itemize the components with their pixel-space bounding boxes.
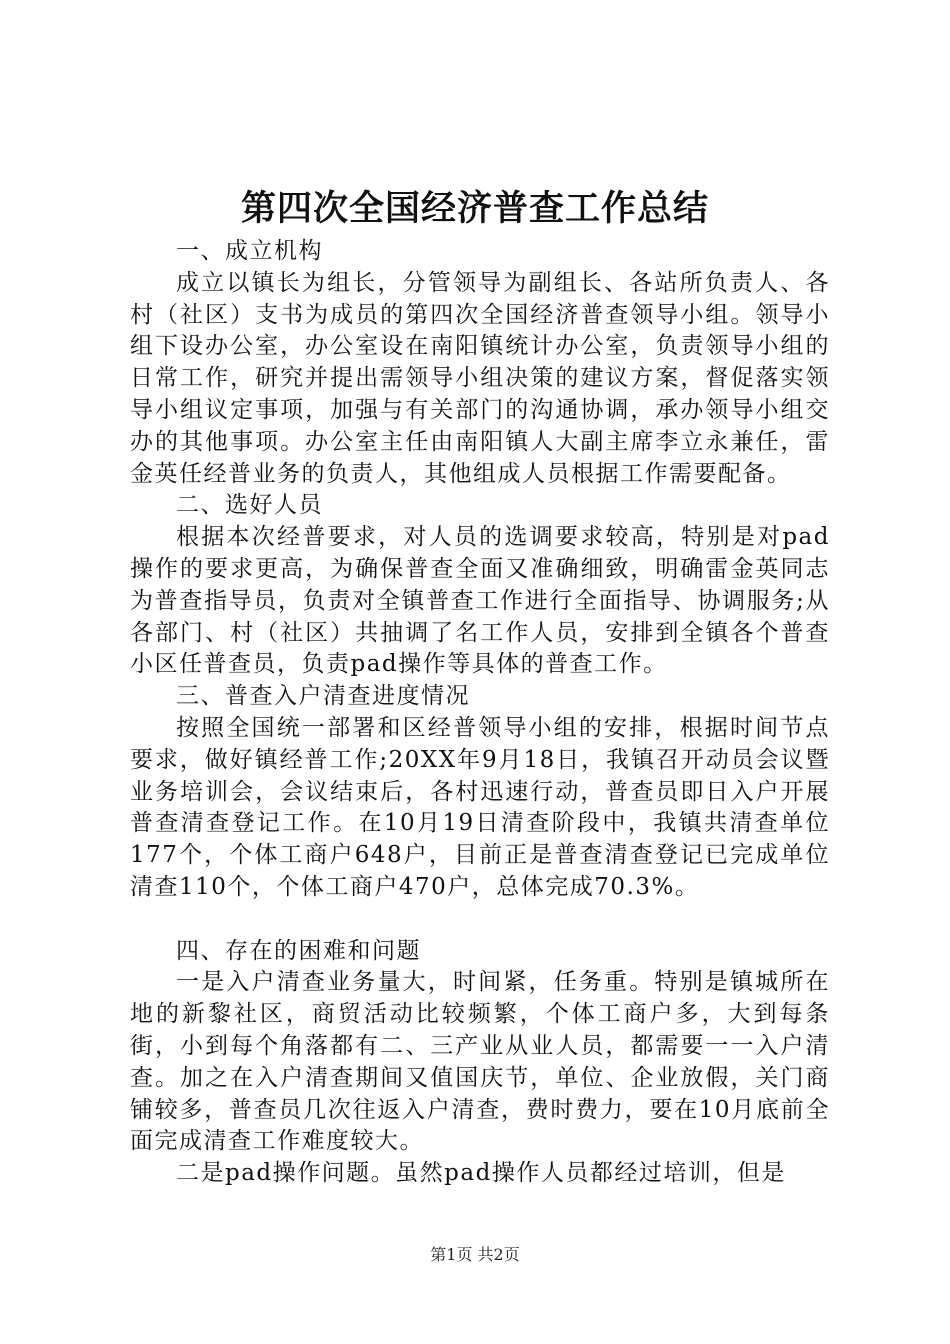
page-footer: 第1页 共2页 <box>430 1245 520 1264</box>
section-paragraph: 成立以镇长为组长，分管领导为副组长、各站所负责人、各村（社区）支书为成员的第四次全国经济普查领导小组。领导小组下设办公室，办公室设在南阳镇统计办公室，负责领导小组的日常工作，研究并提出需领导小组决策的建议方案，督促落实领导小组议定事项，加强与有关部门的沟通协调，承办领导小组交办的其他事项。办公室主任由南阳镇人大副主席李立永兼任，雷金英任经普业务的负责人，其他组成人员根据工作需要配备。 <box>130 269 830 487</box>
document-title: 第四次全国经济普查工作总结 <box>240 188 709 229</box>
section-paragraph: 根据本次经普要求，对人员的选调要求较高，特别是对pad操作的要求更高，为确保普查全面又准确细致，明确雷金英同志为普查指导员，负责对全镇普查工作进行全面指导、协调服务;从各部门、村（社区）共抽调了名工作人员，安排到全镇各个普查小区任普查员，负责pad操作等具体的普查工作。 <box>130 524 830 678</box>
section-difficulties-problems <box>130 936 830 1190</box>
section-heading: 三、普查入户清查进度情况 <box>176 683 470 710</box>
section-heading: 四、存在的困难和问题 <box>176 937 421 964</box>
section-select-personnel <box>130 490 830 681</box>
section-establish-organization <box>130 236 830 490</box>
section-paragraph: 一是入户清查业务量大，时间紧，任务重。特别是镇城所在地的新黎社区，商贸活动比较频繁，个体工商户多，大到每条街，小到每个角落都有二、三产业从业人员，都需要一一入户清查。加之在入户清查期间又值国庆节，单位、企业放假，关门商铺较多，普查员几次往返入户清查，费时费力，要在10月底前全面完成清查工作难度较大。 <box>130 969 830 1155</box>
section-heading: 一、成立机构 <box>176 238 323 264</box>
section-paragraph: 二是pad操作问题。虽然pad操作人员都经过培训，但是 <box>176 1160 786 1187</box>
section-heading: 二、选好人员 <box>176 492 323 519</box>
section-paragraph: 按照全国统一部署和区经普领导小组的安排，根据时间节点要求，做好镇经普工作;20XX年9月18日，我镇召开动员会议暨业务培训会，会议结束后，各村迅速行动，普查员即日入户开展普查清查登记工作。在10月19日清查阶段中，我镇共清查单位177个，个体工商户648户，目前正是普查清查登记已完成单位清查110个，个体工商户470户，总体完成70.3%。 <box>130 714 830 900</box>
paragraph-spacer <box>130 904 830 936</box>
section-census-progress <box>130 681 830 904</box>
document-body <box>130 236 830 1190</box>
